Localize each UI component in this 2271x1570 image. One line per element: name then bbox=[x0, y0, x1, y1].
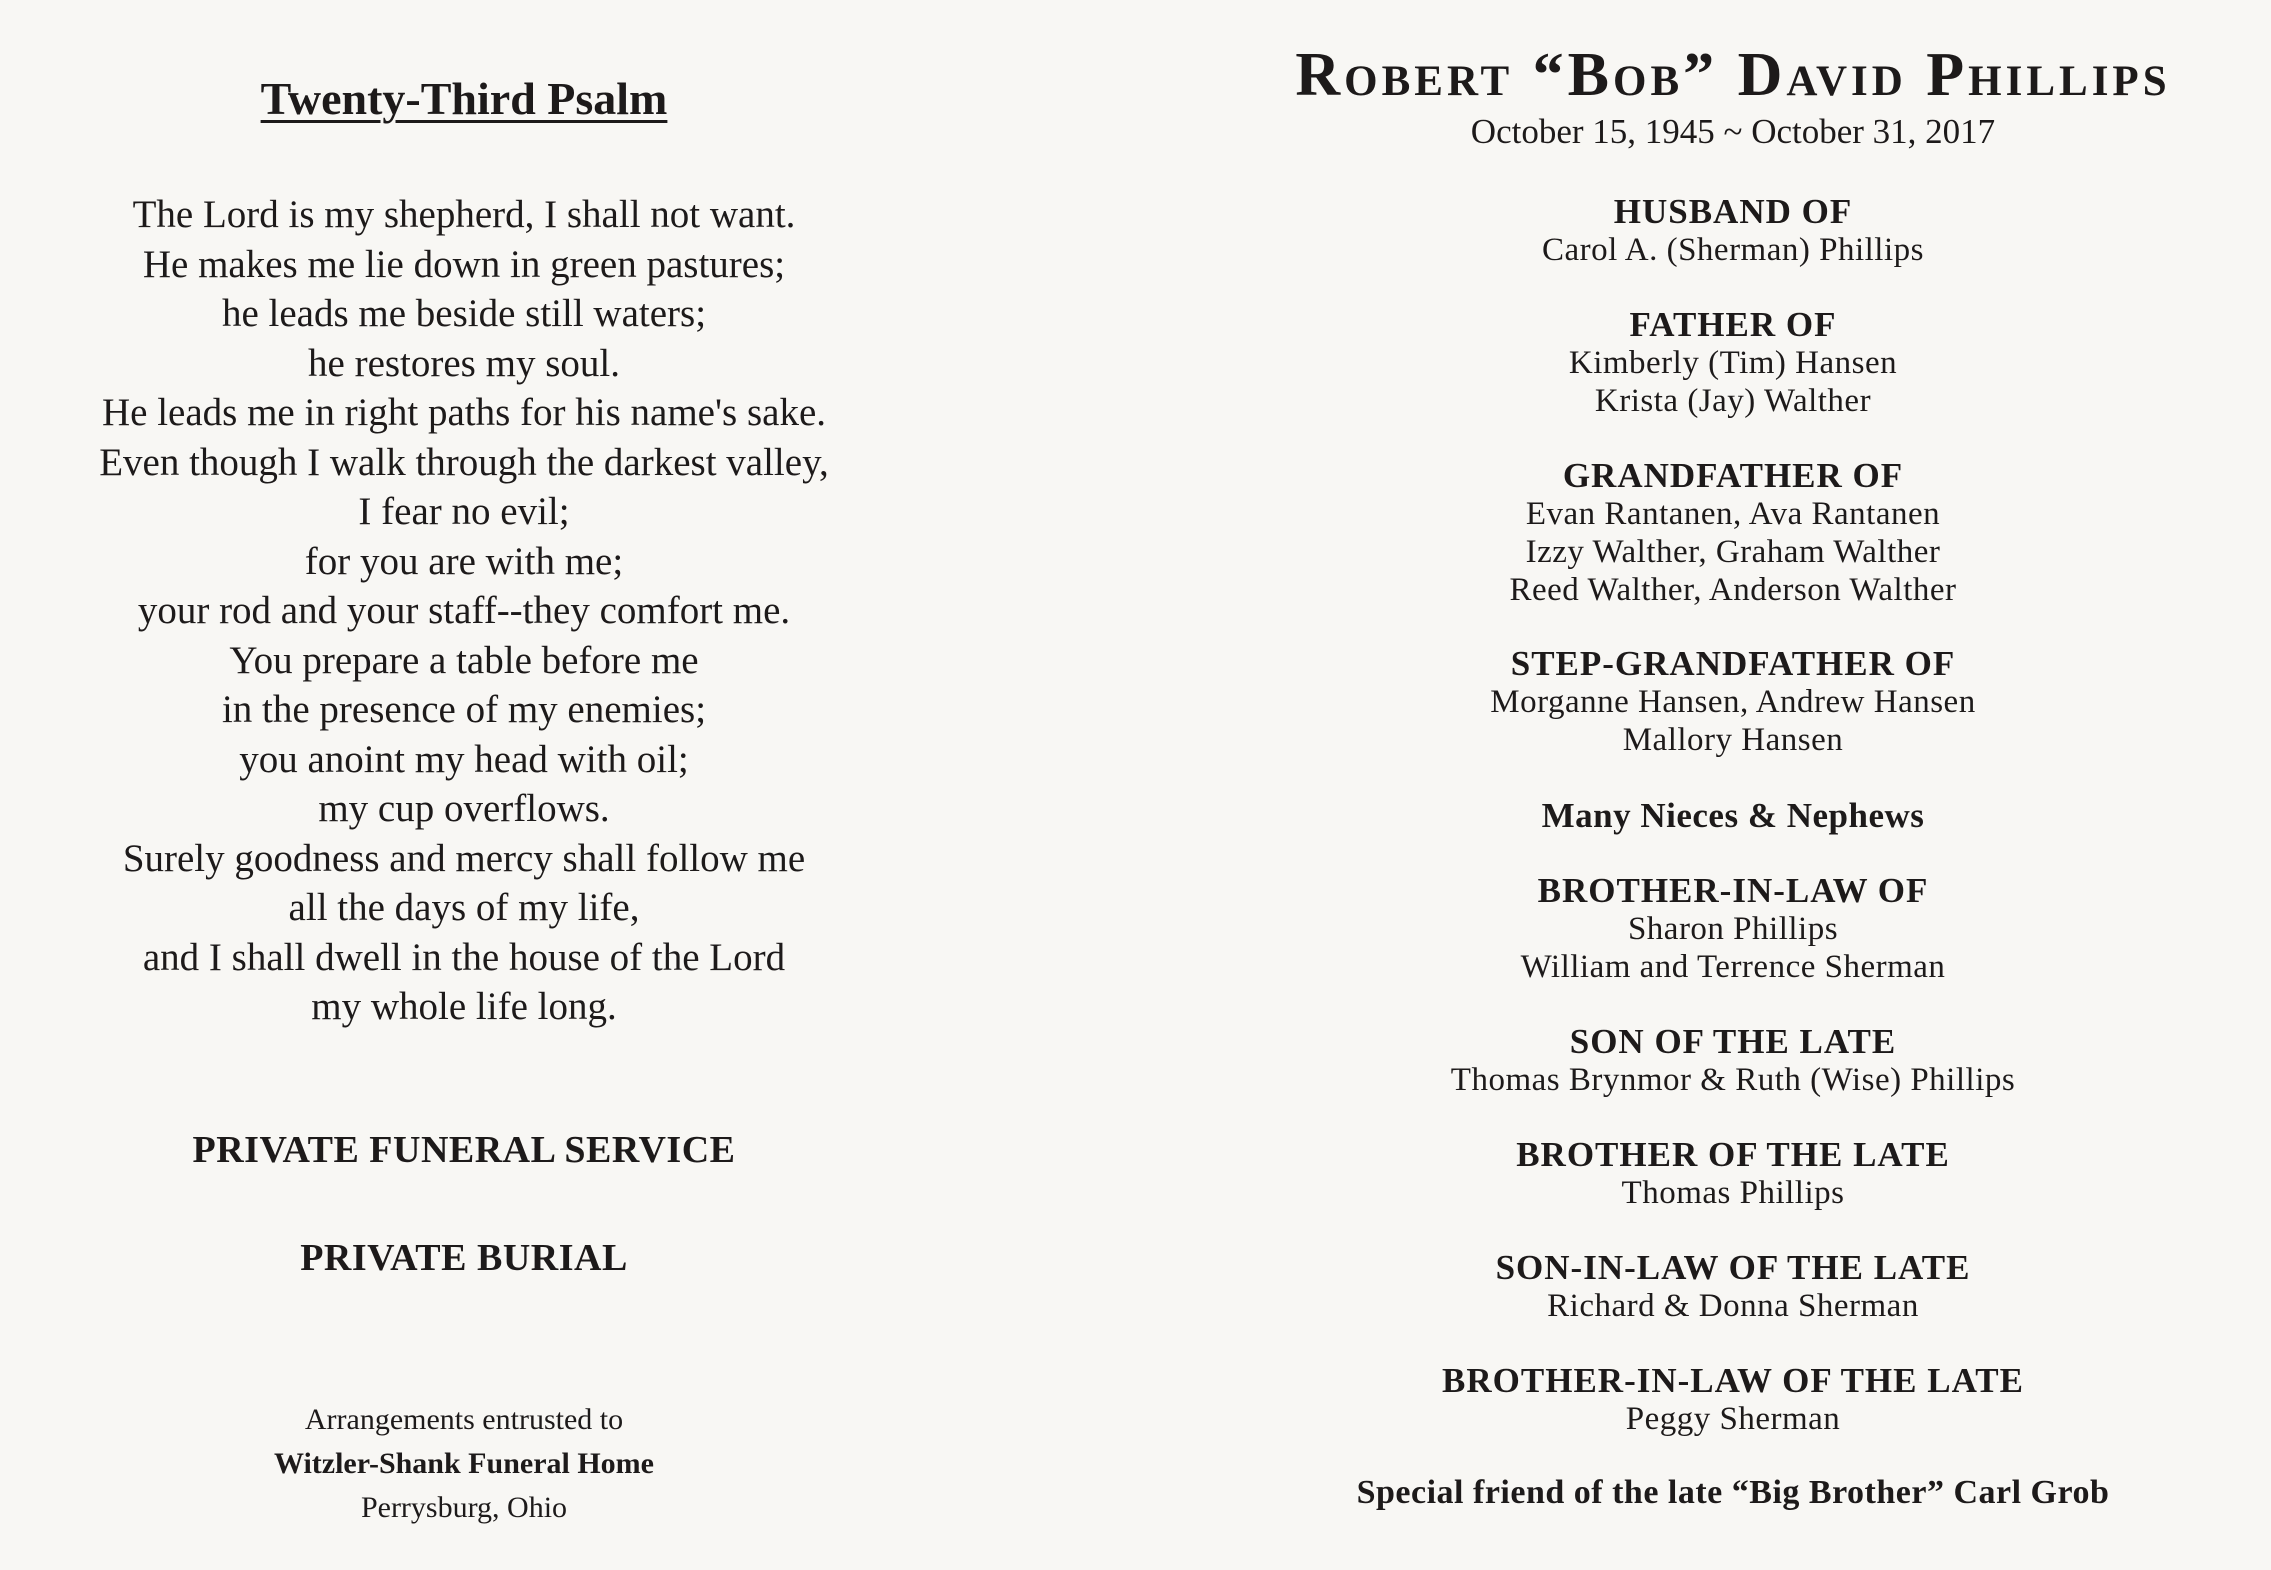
psalm-line: he leads me beside still waters; bbox=[221, 292, 707, 335]
funeral-service-notice: PRIVATE FUNERAL SERVICE bbox=[192, 1129, 736, 1171]
arrangements-intro: Arrangements entrusted to bbox=[304, 1403, 624, 1436]
relation-heading: GRANDFATHER OF bbox=[1562, 456, 1904, 495]
funeral-home-name: Witzler-Shank Funeral Home bbox=[274, 1447, 654, 1480]
relation-group bbox=[1195, 872, 2271, 986]
relation-person: Peggy Sherman bbox=[1625, 1401, 1841, 1437]
relation-person: Carol A. (Sherman) Phillips bbox=[1542, 232, 1924, 268]
psalm-line: and I shall dwell in the house of the Lord bbox=[142, 935, 786, 979]
psalm-line: I fear no evil; bbox=[358, 490, 570, 533]
relation-person: William and Terrence Sherman bbox=[1520, 949, 1946, 985]
relation-person: Richard & Donna Sherman bbox=[1547, 1288, 1919, 1324]
psalm-text bbox=[0, 190, 928, 1032]
relation-group bbox=[1195, 1023, 2271, 1099]
psalm-line: You prepare a table before me bbox=[229, 638, 699, 682]
psalm-line: for you are with me; bbox=[304, 539, 624, 583]
psalm-line: in the presence of my enemies; bbox=[221, 688, 707, 731]
relation-group bbox=[1195, 1249, 2271, 1325]
relation-group bbox=[1195, 193, 2271, 269]
psalm-line: Surely goodness and mercy shall follow me bbox=[122, 836, 806, 880]
relation-heading: STEP-GRANDFATHER OF bbox=[1510, 644, 1956, 683]
relation-person: Krista (Jay) Walther bbox=[1594, 383, 1872, 419]
psalm-line: your rod and your staff--they comfort me. bbox=[137, 589, 791, 632]
relation-group bbox=[1195, 306, 2271, 420]
psalm-line: my whole life long. bbox=[311, 985, 617, 1028]
arrangements bbox=[0, 1398, 928, 1530]
relation-person: Reed Walther, Anderson Walther bbox=[1509, 572, 1957, 608]
relation-heading: SON OF THE LATE bbox=[1569, 1022, 1897, 1061]
relation-person: Izzy Walther, Graham Walther bbox=[1525, 534, 1941, 570]
relation-person: Evan Rantanen, Ava Rantanen bbox=[1525, 496, 1941, 532]
psalm-line: He leads me in right paths for his name's sake. bbox=[101, 391, 826, 434]
psalm-line: He makes me lie down in green pastures; bbox=[142, 242, 786, 286]
relation-heading: BROTHER-IN-LAW OF THE LATE bbox=[1442, 1361, 2024, 1400]
psalm-line: all the days of my life, bbox=[288, 886, 640, 929]
relation-heading: FATHER OF bbox=[1629, 305, 1837, 344]
psalm-line: Even though I walk through the darkest valley, bbox=[99, 440, 829, 484]
relation-person: Mallory Hansen bbox=[1622, 722, 1844, 758]
relation-person: Sharon Phillips bbox=[1627, 911, 1839, 947]
relation-group bbox=[1195, 1362, 2271, 1438]
psalm-line: The Lord is my shepherd, I shall not want. bbox=[132, 193, 796, 236]
relation-group bbox=[1195, 645, 2271, 759]
relation-heading: BROTHER-IN-LAW OF bbox=[1537, 871, 1929, 910]
left-panel bbox=[0, 0, 928, 1570]
relation-heading: HUSBAND OF bbox=[1613, 192, 1853, 231]
relation-heading: SON-IN-LAW OF THE LATE bbox=[1495, 1248, 1971, 1287]
relation-group bbox=[1195, 1136, 2271, 1212]
deceased-name: Robert “Bob” David Phillips bbox=[1295, 41, 2171, 109]
relation-person: Morganne Hansen, Andrew Hansen bbox=[1490, 684, 1976, 720]
funeral-home-location: Perrysburg, Ohio bbox=[360, 1491, 568, 1524]
many-nieces-nephews: Many Nieces & Nephews bbox=[1541, 796, 1925, 835]
psalm-line: he restores my soul. bbox=[308, 341, 620, 385]
relation-person: Kimberly (Tim) Hansen bbox=[1568, 345, 1898, 381]
burial-notice: PRIVATE BURIAL bbox=[300, 1237, 628, 1279]
relation-heading: BROTHER OF THE LATE bbox=[1516, 1135, 1950, 1174]
psalm-title: Twenty-Third Psalm bbox=[260, 73, 668, 124]
life-dates: October 15, 1945 ~ October 31, 2017 bbox=[1470, 112, 1996, 151]
relation-person: Thomas Phillips bbox=[1621, 1175, 1845, 1211]
right-panel bbox=[1195, 0, 2271, 1570]
psalm-line: my cup overflows. bbox=[318, 787, 610, 830]
relation-group bbox=[1195, 457, 2271, 609]
relation-person: Thomas Brynmor & Ruth (Wise) Phillips bbox=[1450, 1062, 2016, 1098]
psalm-line: you anoint my head with oil; bbox=[239, 737, 689, 781]
special-friend: Special friend of the late “Big Brother” Carl Grob bbox=[1356, 1474, 2110, 1511]
